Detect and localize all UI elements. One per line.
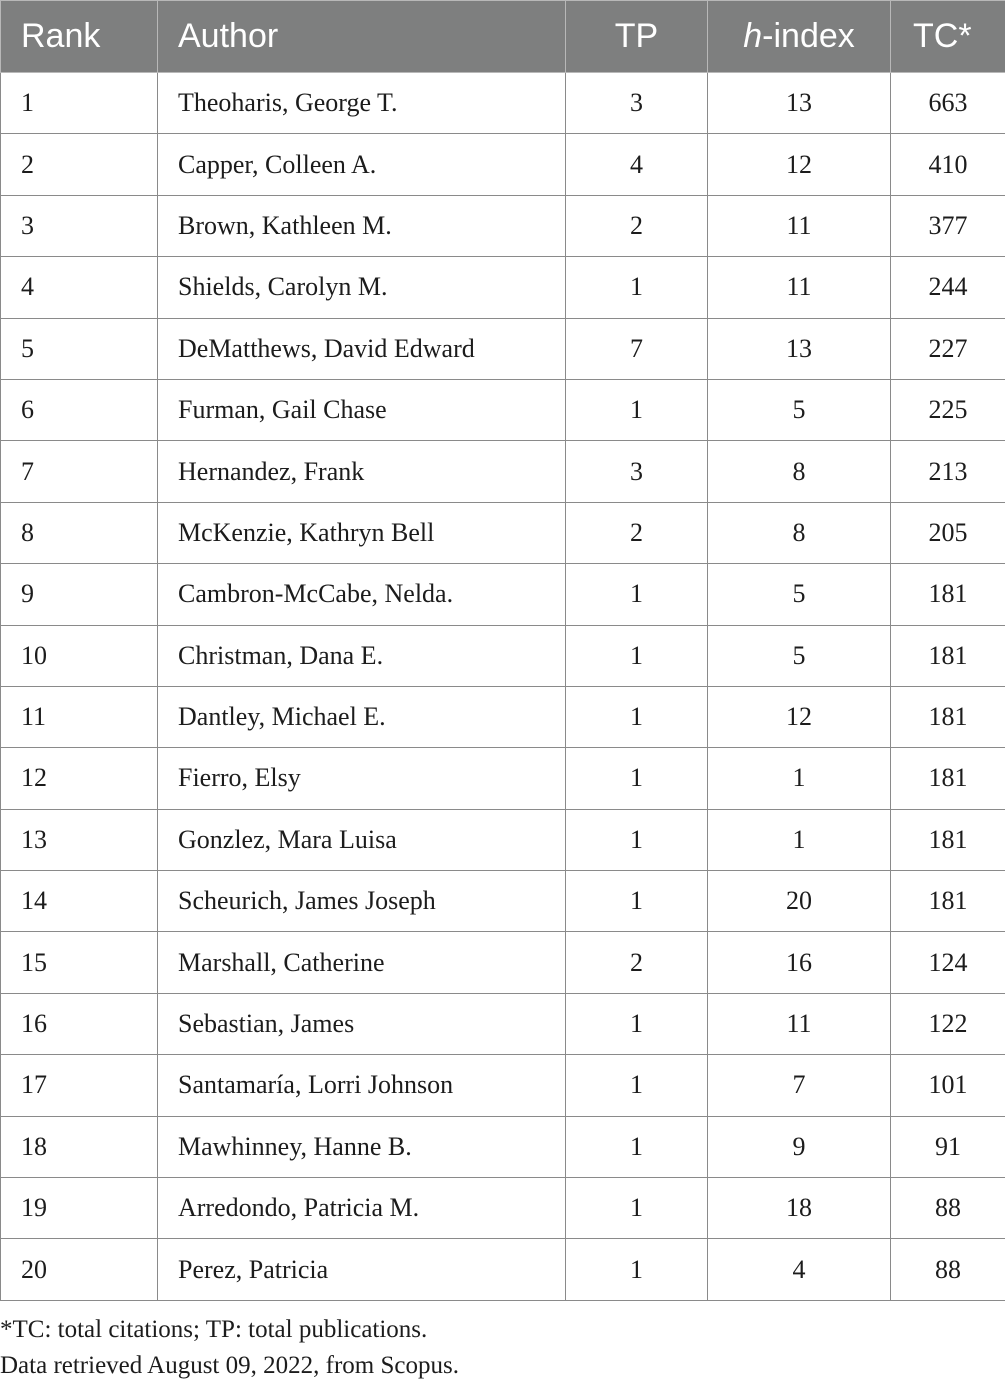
cell-h-index: 12 — [708, 134, 891, 195]
table-row — [1, 195, 1005, 256]
cell-author: Perez, Patricia — [158, 1239, 566, 1300]
table-header — [1, 1, 1005, 73]
cell-h-index: 11 — [708, 993, 891, 1054]
cell-rank: 7 — [1, 441, 158, 502]
cell-h-index: 16 — [708, 932, 891, 993]
cell-tp: 1 — [566, 1239, 708, 1300]
cell-tp: 2 — [566, 195, 708, 256]
cell-author: Fierro, Elsy — [158, 748, 566, 809]
table-row — [1, 134, 1005, 195]
table-row — [1, 686, 1005, 747]
cell-tp: 1 — [566, 1178, 708, 1239]
cell-author: Capper, Colleen A. — [158, 134, 566, 195]
cell-rank: 3 — [1, 195, 158, 256]
cell-tp: 1 — [566, 1116, 708, 1177]
cell-tp: 1 — [566, 257, 708, 318]
cell-h-index: 4 — [708, 1239, 891, 1300]
cell-rank: 11 — [1, 686, 158, 747]
table-row — [1, 748, 1005, 809]
footnote-abbreviations: *TC: total citations; TP: total publications. — [0, 1316, 428, 1343]
cell-tp: 1 — [566, 871, 708, 932]
cell-h-index: 1 — [708, 748, 891, 809]
cell-tc: 181 — [891, 686, 1005, 747]
cell-tc: 124 — [891, 932, 1005, 993]
cell-h-index: 20 — [708, 871, 891, 932]
table-footnotes — [0, 1312, 459, 1384]
cell-tc: 410 — [891, 134, 1005, 195]
cell-h-index: 18 — [708, 1178, 891, 1239]
cell-rank: 4 — [1, 257, 158, 318]
footnote-source: Data retrieved August 09, 2022, from Scopus. — [0, 1352, 459, 1379]
cell-h-index: 8 — [708, 441, 891, 502]
cell-tc: 227 — [891, 318, 1005, 379]
cell-tc: 244 — [891, 257, 1005, 318]
cell-h-index: 1 — [708, 809, 891, 870]
table-row — [1, 1178, 1005, 1239]
cell-tc: 181 — [891, 625, 1005, 686]
cell-tp: 1 — [566, 748, 708, 809]
cell-author: Santamaría, Lorri Johnson — [158, 1055, 566, 1116]
header-row — [1, 1, 1005, 73]
cell-tc: 181 — [891, 748, 1005, 809]
table-body — [1, 73, 1005, 1301]
cell-tp: 7 — [566, 318, 708, 379]
cell-author: Dantley, Michael E. — [158, 686, 566, 747]
header-rank: Rank — [1, 1, 158, 73]
table-row — [1, 1116, 1005, 1177]
cell-author: Mawhinney, Hanne B. — [158, 1116, 566, 1177]
cell-rank: 12 — [1, 748, 158, 809]
cell-tp: 1 — [566, 564, 708, 625]
header-author: Author — [158, 1, 566, 73]
table-row — [1, 379, 1005, 440]
table-row — [1, 502, 1005, 563]
cell-tc: 181 — [891, 871, 1005, 932]
cell-tp: 1 — [566, 1055, 708, 1116]
cell-h-index: 5 — [708, 379, 891, 440]
cell-rank: 13 — [1, 809, 158, 870]
table-row — [1, 564, 1005, 625]
table-row — [1, 932, 1005, 993]
cell-author: Cambron-McCabe, Nelda. — [158, 564, 566, 625]
cell-tp: 3 — [566, 441, 708, 502]
cell-author: Theoharis, George T. — [158, 73, 566, 134]
cell-author: Gonzlez, Mara Luisa — [158, 809, 566, 870]
header-h-index — [708, 1, 891, 73]
cell-author: Christman, Dana E. — [158, 625, 566, 686]
cell-tc: 88 — [891, 1239, 1005, 1300]
cell-h-index: 9 — [708, 1116, 891, 1177]
cell-rank: 20 — [1, 1239, 158, 1300]
cell-author: McKenzie, Kathryn Bell — [158, 502, 566, 563]
table-row — [1, 871, 1005, 932]
cell-h-index: 5 — [708, 625, 891, 686]
cell-tp: 1 — [566, 625, 708, 686]
table-row — [1, 809, 1005, 870]
cell-rank: 10 — [1, 625, 158, 686]
cell-tp: 2 — [566, 932, 708, 993]
cell-author: Shields, Carolyn M. — [158, 257, 566, 318]
table-row — [1, 257, 1005, 318]
cell-h-index: 12 — [708, 686, 891, 747]
cell-tc: 377 — [891, 195, 1005, 256]
cell-tp: 1 — [566, 379, 708, 440]
cell-tp: 4 — [566, 134, 708, 195]
cell-h-index: 7 — [708, 1055, 891, 1116]
cell-author: Marshall, Catherine — [158, 932, 566, 993]
cell-tp: 2 — [566, 502, 708, 563]
header-tc: TC* — [891, 1, 1005, 73]
cell-h-index: 11 — [708, 257, 891, 318]
cell-tc: 181 — [891, 564, 1005, 625]
cell-author: Scheurich, James Joseph — [158, 871, 566, 932]
table-row — [1, 1055, 1005, 1116]
cell-rank: 6 — [1, 379, 158, 440]
cell-rank: 15 — [1, 932, 158, 993]
cell-rank: 14 — [1, 871, 158, 932]
cell-tc: 225 — [891, 379, 1005, 440]
cell-rank: 1 — [1, 73, 158, 134]
cell-rank: 8 — [1, 502, 158, 563]
cell-author: Sebastian, James — [158, 993, 566, 1054]
cell-tc: 91 — [891, 1116, 1005, 1177]
header-h-index-italic: h — [743, 17, 763, 55]
cell-tc: 181 — [891, 809, 1005, 870]
cell-tc: 213 — [891, 441, 1005, 502]
cell-tp: 1 — [566, 993, 708, 1054]
cell-tp: 1 — [566, 686, 708, 747]
cell-h-index: 5 — [708, 564, 891, 625]
header-tp: TP — [566, 1, 708, 73]
cell-tc: 205 — [891, 502, 1005, 563]
cell-h-index: 13 — [708, 318, 891, 379]
cell-h-index: 13 — [708, 73, 891, 134]
cell-h-index: 11 — [708, 195, 891, 256]
cell-author: Hernandez, Frank — [158, 441, 566, 502]
cell-author: Brown, Kathleen M. — [158, 195, 566, 256]
cell-rank: 19 — [1, 1178, 158, 1239]
table-row — [1, 441, 1005, 502]
cell-tc: 663 — [891, 73, 1005, 134]
cell-tp: 3 — [566, 73, 708, 134]
cell-tc: 101 — [891, 1055, 1005, 1116]
cell-author: Furman, Gail Chase — [158, 379, 566, 440]
cell-tp: 1 — [566, 809, 708, 870]
cell-tc: 88 — [891, 1178, 1005, 1239]
cell-tc: 122 — [891, 993, 1005, 1054]
table-row — [1, 318, 1005, 379]
cell-author: Arredondo, Patricia M. — [158, 1178, 566, 1239]
table-row — [1, 993, 1005, 1054]
table-row — [1, 625, 1005, 686]
table-row — [1, 1239, 1005, 1300]
table-row — [1, 73, 1005, 134]
header-h-index-rest: -index — [762, 17, 855, 55]
cell-h-index: 8 — [708, 502, 891, 563]
cell-rank: 9 — [1, 564, 158, 625]
cell-rank: 2 — [1, 134, 158, 195]
cell-rank: 17 — [1, 1055, 158, 1116]
cell-rank: 16 — [1, 993, 158, 1054]
cell-rank: 18 — [1, 1116, 158, 1177]
cell-author: DeMatthews, David Edward — [158, 318, 566, 379]
cell-rank: 5 — [1, 318, 158, 379]
